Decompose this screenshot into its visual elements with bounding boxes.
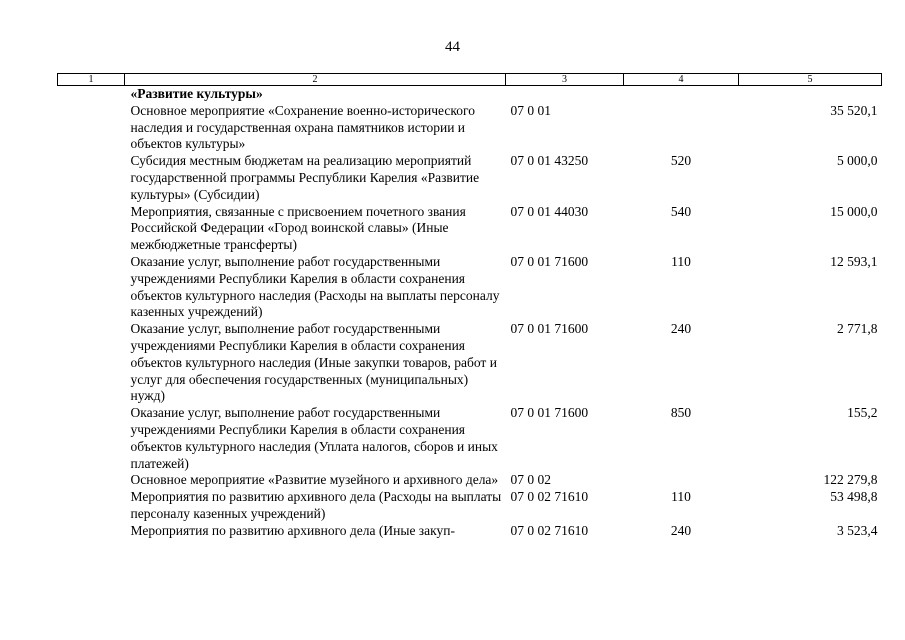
expense-name: Оказание услуг, выполнение работ государственными учреждениями Республики Карелия в области сохранения объектов культурного наследия (Уплата налогов, сборов и иных платежей) — [130, 405, 498, 471]
target-code: 07 0 01 71600 — [510, 253, 589, 269]
expense-type: 110 — [671, 253, 691, 269]
column-header-4: 4 — [624, 74, 739, 86]
table-header — [58, 74, 882, 86]
target-code: 07 0 02 71610 — [510, 489, 589, 505]
budget-table — [57, 73, 882, 540]
amount: 3 523,4 — [837, 522, 878, 538]
expense-type: 110 — [671, 489, 691, 505]
expense-name: Мероприятия, связанные с присвоением почетного звания Российской Федерации «Город воинской славы» (Иные межбюджетные трансферты) — [130, 203, 466, 253]
column-header-5: 5 — [739, 74, 882, 86]
expense-type — [624, 103, 739, 153]
empty-cell — [58, 321, 125, 405]
table-row — [58, 321, 882, 405]
table-row — [58, 153, 882, 203]
table-row — [58, 523, 882, 540]
target-code: 07 0 01 71600 — [510, 405, 589, 421]
target-code: 07 0 01 44030 — [510, 203, 589, 219]
table-row — [58, 472, 882, 489]
empty-cell — [58, 254, 125, 321]
amount: 35 520,1 — [830, 102, 878, 118]
expense-name: Оказание услуг, выполнение работ государственными учреждениями Республики Карелия в области сохранения объектов культурного наследия (Расходы на выплаты персоналу казенных учреждений) — [130, 253, 500, 320]
amount: 15 000,0 — [830, 203, 878, 219]
table-row — [58, 103, 882, 153]
amount: 12 593,1 — [830, 253, 878, 269]
expense-name: Основное мероприятие «Сохранение военно-исторического наследия и государственная охрана памятников истории и объектов культуры» — [130, 102, 475, 152]
target-code: 07 0 02 — [510, 472, 551, 488]
target-code: 07 0 01 43250 — [510, 153, 589, 169]
amount: 155,2 — [847, 405, 878, 421]
expense-type: 850 — [670, 405, 692, 421]
empty-cell — [58, 86, 125, 103]
empty-cell — [624, 86, 739, 103]
expense-name: Основное мероприятие «Развитие музейного и архивного дела» — [130, 472, 499, 488]
empty-cell — [58, 204, 125, 254]
amount: 53 498,8 — [830, 489, 878, 505]
expense-type: 540 — [670, 203, 692, 219]
expense-type: 520 — [670, 153, 692, 169]
table-row — [58, 254, 882, 321]
empty-cell — [506, 86, 624, 103]
amount: 122 279,8 — [823, 472, 878, 488]
empty-cell — [58, 153, 125, 203]
amount: 5 000,0 — [837, 153, 878, 169]
expense-type: 240 — [670, 321, 692, 337]
page-number: 44 — [445, 39, 460, 55]
column-header-3: 3 — [506, 74, 624, 86]
expense-name: Оказание услуг, выполнение работ государственными учреждениями Республики Карелия в области сохранения объектов культурного наследия (Иные закупки товаров, работ и услуг для обеспечения государственных (муниципальных) нужд) — [130, 321, 497, 404]
empty-cell — [58, 472, 125, 489]
empty-cell — [739, 86, 882, 103]
empty-cell — [58, 405, 125, 472]
amount: 2 771,8 — [837, 321, 878, 337]
empty-cell — [58, 103, 125, 153]
table-row — [58, 405, 882, 472]
expense-name: Мероприятия по развитию архивного дела (Расходы на выплаты персоналу казенных учреждений) — [130, 489, 502, 521]
expense-type: 240 — [670, 522, 692, 538]
column-number-row — [58, 74, 882, 86]
column-header-1: 1 — [58, 74, 125, 86]
column-header-2: 2 — [125, 74, 506, 86]
expense-name: Мероприятия по развитию архивного дела (Иные закуп- — [130, 522, 455, 538]
expense-type — [624, 472, 739, 489]
target-code: 07 0 01 — [510, 102, 551, 118]
expense-name: Субсидия местным бюджетам на реализацию мероприятий государственной программы Республики Карелия «Развитие культуры» (Субсидии) — [130, 153, 480, 202]
table-body — [58, 86, 882, 540]
empty-cell — [58, 523, 125, 540]
target-code: 07 0 02 71610 — [510, 522, 589, 538]
section-title-row — [58, 86, 882, 103]
target-code: 07 0 01 71600 — [510, 321, 589, 337]
table-row — [58, 489, 882, 523]
section-title: «Развитие культуры» — [130, 86, 263, 101]
empty-cell — [58, 489, 125, 523]
table-row — [58, 204, 882, 254]
